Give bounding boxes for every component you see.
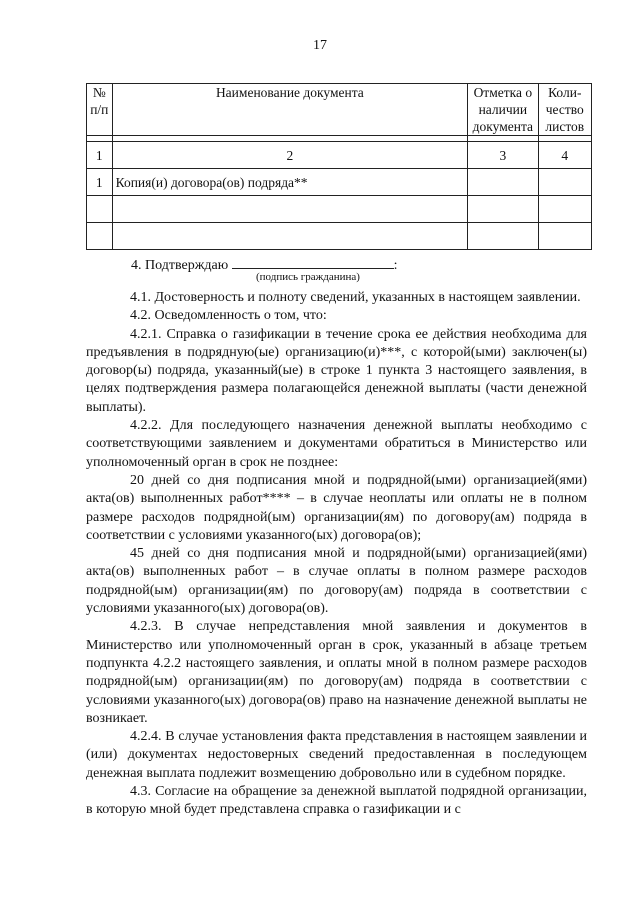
column-numbers-row xyxy=(87,142,592,169)
header-name: Наименование документа xyxy=(112,84,468,136)
header-num-line: № xyxy=(92,85,106,100)
header-count xyxy=(538,84,591,136)
row-num xyxy=(87,196,113,223)
row-count xyxy=(538,196,591,223)
signature-blank xyxy=(232,255,394,269)
row-name: Копия(и) договора(ов) подряда** xyxy=(112,169,468,196)
row-num: 1 xyxy=(87,169,113,196)
row-mark xyxy=(468,169,538,196)
paragraph: 4.3. Согласие на обращение за денежной выплатой подрядной организации, в которую мной будет представлена справка о газификации и с xyxy=(86,784,587,818)
page-number: 17 xyxy=(313,38,327,53)
paragraph: 4.2.4. В случае установления факта представления в настоящем заявлении и (или) документах недостоверных сведений предоставленная в последующем денежная выплата подлежит возмещению добровольно или в судебном порядке. xyxy=(86,729,587,781)
table-row xyxy=(87,196,592,223)
header-num xyxy=(87,84,113,136)
row-count xyxy=(538,169,591,196)
paragraph: 4.2.1. Справка о газификации в течение срока ее действия необходима для предъявления в подрядную(ые) организацию(и)***, с которой(ыми) заключен(ы) договор(ы) подряда, указанный(ые) в строке 1 пункта 3 настоящего заявления, в целях подтверждения размера полагающейся денежной выплаты (части денежной выплаты). xyxy=(86,326,587,415)
confirm-colon: : xyxy=(393,258,398,273)
row-count xyxy=(538,223,591,250)
row-mark xyxy=(468,223,538,250)
signature-caption: (подпись гражданина) xyxy=(256,271,360,283)
header-count-line: Коли- xyxy=(548,85,582,100)
paragraph: 4.2. Осведомленность о том, что: xyxy=(130,308,327,324)
column-number: 3 xyxy=(468,142,538,169)
header-mark-line: документа xyxy=(472,119,534,134)
header-num-line: п/п xyxy=(90,102,109,117)
confirm-label: 4. Подтверждаю xyxy=(131,258,229,273)
column-number: 4 xyxy=(538,142,591,169)
row-num xyxy=(87,223,113,250)
table-row xyxy=(87,223,592,250)
header-count-line: чество xyxy=(545,102,584,117)
paragraph: 20 дней со дня подписания мной и подрядной(ыми) организацией(ями) акта(ов) выполненных работ**** – в случае неоплаты или оплаты не в полном размере расходов подрядной(ым) организации(ям) по договору(ам) подряда в соответствии с условиями указанного(ых) договора(ов); xyxy=(86,472,587,543)
documents-table xyxy=(86,83,592,250)
row-name xyxy=(112,223,468,250)
table-header-row xyxy=(87,84,592,136)
paragraph: 4.1. Достоверность и полноту сведений, указанных в настоящем заявлении. xyxy=(130,290,581,305)
paragraph: 4.2.2. Для последующего назначения денежной выплаты необходимо с соответствующими заявлением и документами обратиться в Министерство или уполномоченный орган в срок не позднее: xyxy=(86,418,587,470)
body-text xyxy=(86,289,587,820)
column-number: 1 xyxy=(87,142,113,169)
paragraph: 45 дней со дня подписания мной и подрядной(ыми) организацией(ями) акта(ов) выполненных работ – в случае оплаты в полном размере расходов подрядной(ым) организации(ям) по договору(ам) подряда в соответствии с условиями указанного(ых) договора(ов). xyxy=(86,546,587,617)
row-name xyxy=(112,196,468,223)
header-count-line: листов xyxy=(545,119,585,134)
header-mark-line: наличии xyxy=(478,102,528,117)
table-row xyxy=(87,169,592,196)
header-mark-line: Отметка о xyxy=(473,85,533,100)
header-mark xyxy=(468,84,538,136)
paragraph: 4.2.3. В случае непредставления мной заявления и документов в Министерство или уполномоченный орган в срок, указанный в абзаце третьем подпункта 4.2.2 настоящего заявления, и оплаты мной в полном размере расходов подрядной(ым) организации(ям) по договору(ам) подряда в соответствии с условиями указанного(ых) договора(ов) право на назначение денежной выплаты не возникает. xyxy=(86,619,587,726)
column-number: 2 xyxy=(112,142,468,169)
row-mark xyxy=(468,196,538,223)
